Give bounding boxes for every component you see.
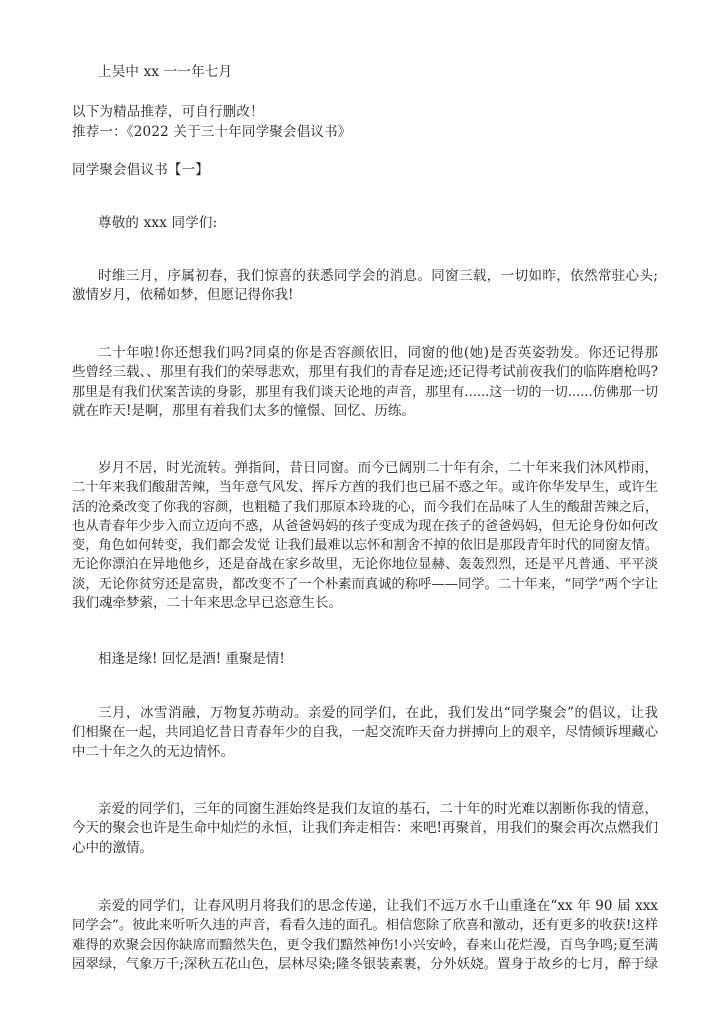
paragraph-3 [72,459,658,613]
paragraph-line: 也从青春年少步入而立迈向不惑，从爸爸妈妈的孩子变成为现在孩子的爸爸妈妈，但无论身份如何改 [72,518,658,534]
paragraph-5 [72,704,658,762]
recommend-intro: 以下为精品推荐，可自行删改！ [72,104,264,120]
paragraph-line: 活的沧桑改变了你我的容颜，也粗糙了我们那原本玲珑的心，而今我们在品味了人生的酸甜苦辣之后， [72,499,658,515]
paragraph-line: 淡，无论你贫穷还是富贵，都改变不了一个朴素而真诚的称呼——同学。二十年来，“同学”两个字让 [72,576,658,592]
paragraph-line: 相逢是缘! 回忆是酒! 重聚是情! [98,651,285,667]
date-line: 上吴中 xx 一一年七月 [98,64,233,80]
paragraph-line: 同学会”。彼此来听听久违的声音，看看久违的面孔。相信您除了欣喜和激动，还有更多的收获!这样 [72,918,658,934]
paragraph-4 [72,650,658,669]
paragraph-1 [72,267,658,306]
greeting: 尊敬的 xxx 同学们: [98,215,218,231]
paragraph-line: 那里是有我们伏案苦读的身影，那里有我们谈天论地的声音，那里有......这一切的一切......仿佛那一切 [72,384,658,400]
paragraph-line: 些曾经三载、、那里有我们的荣辱悲欢，那里有我们的青春足迹;还记得考试前夜我们的临阵磨枪吗? [72,364,658,381]
paragraph-2 [72,344,658,421]
paragraph-line: 就在昨天!是啊，那里有着我们太多的憧憬、回忆、历练。 [72,402,415,419]
paragraph-line: 园翠绿，气象万千;深秋五花山色，层林尽染;隆冬银装素裹，分外妖娆。置身于故乡的七月，醉于绿 [72,956,658,972]
paragraph-line: 无论你漂泊在异地他乡，还是奋战在家乡故里，无论你地位显赫、轰轰烈烈，还是平凡普通、平平淡 [72,557,658,573]
paragraph-line: 岁月不居，时光流转。弹指间，昔日同窗。而今已阔别二十年有余，二十年来我们沐风栉雨， [98,460,658,476]
paragraph-line: 变，角色如何转变，我们都会发觉 让我们最难以忘怀和割舍不掉的依旧是那段青年时代的同窗友情。 [72,538,658,554]
paragraph-line: 三月，冰雪消融，万物复苏萌动。亲爱的同学们，在此，我们发出“同学聚会”的倡议，让我 [98,705,658,721]
paragraph-line: 中二十年之久的无边情怀。 [72,743,234,760]
paragraph-7 [72,897,658,974]
paragraph-6 [72,800,658,858]
recommend-item: 推荐一：《2022 关于三十年同学聚会倡议书》 [72,124,352,140]
article-title: 同学聚会倡议书【一】 [72,162,209,178]
paragraph-line: 难得的欢聚会因你缺席而黯然失色，更令我们黯然神伤!小兴安岭，春来山花烂漫，百鸟争鸣;夏至满 [72,937,658,953]
paragraph-line: 们相聚在一起，共同追忆昔日青春年少的自我，一起交流昨天奋力拼搏向上的艰辛，尽情倾诉埋藏心 [72,725,658,741]
paragraph-line: 今天的聚会也许是生命中灿烂的永恒，让我们奔走相告：来吧!再聚首，用我们的聚会再次点燃我们 [72,820,658,837]
paragraph-line: 时维三月，序属初春，我们惊喜的获悉同学会的消息。同窗三载，一切如昨，依然常驻心头; [98,268,658,284]
paragraph-line: 二十年啦!你还想我们吗?同桌的你是否容颜依旧，同窗的他(她)是否英姿勃发。你还记得那 [98,345,658,361]
paragraph-line: 亲爱的同学们，让春风明月将我们的思念传递，让我们不远万水千山重逢在“xx 年 90 届 xxx [98,898,658,914]
paragraph-line: 心中的激情。 [72,839,153,856]
paragraph-line: 激情岁月，依稀如梦，但愿记得你我! [72,287,294,304]
paragraph-line: 我们魂牵梦萦，二十年来思念早已恣意生长。 [72,595,342,612]
paragraph-line: 亲爱的同学们，三年的同窗生涯始终是我们友谊的基石，二十年的时光难以割断你我的情意， [98,801,658,817]
paragraph-line: 二十年来我们酸甜苦辣，当年意气风发、挥斥方酋的我们也已届不惑之年。或许你华发早生，或许生 [72,480,658,496]
